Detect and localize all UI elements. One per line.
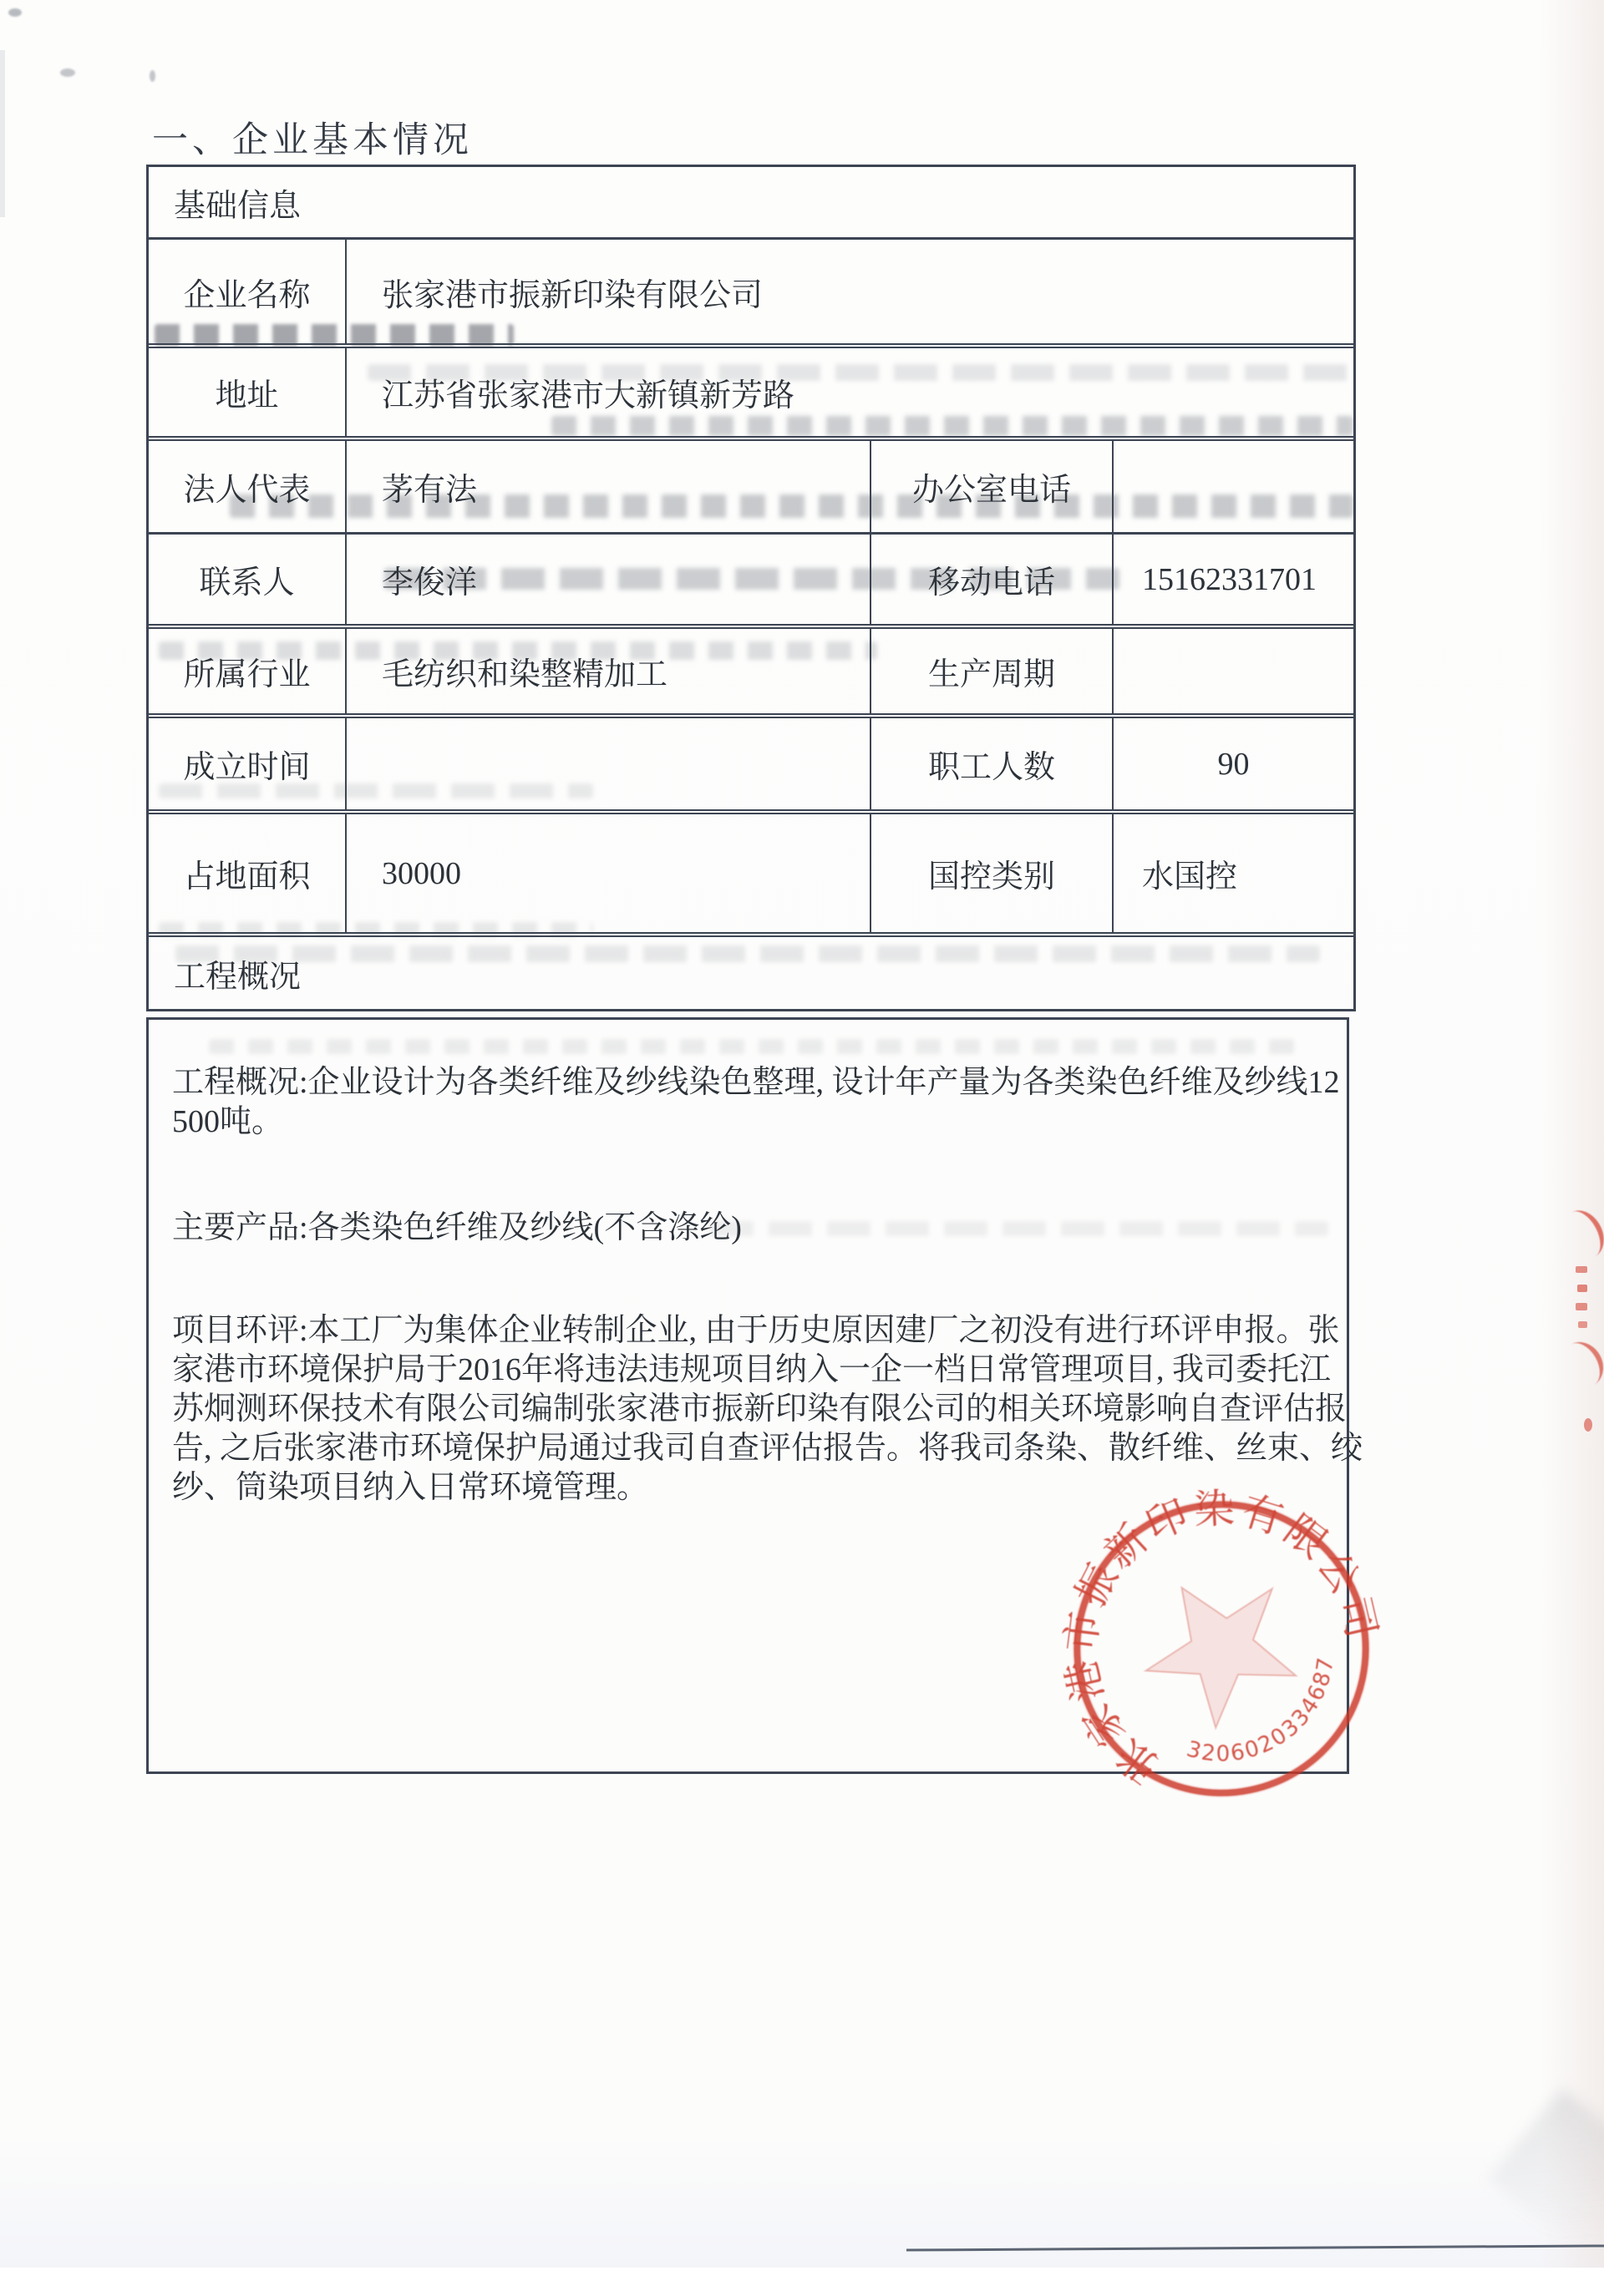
scan-bottom-edge-line (906, 2244, 1604, 2251)
table-row-site-area (149, 814, 1353, 937)
field-value: 15162331701 (1142, 561, 1317, 597)
table-row-industry (149, 629, 1353, 718)
paragraph-project-eia (172, 1311, 1363, 1508)
scan-corner-shadow (1488, 2089, 1604, 2296)
paragraph-line: 工程概况:企业设计为各类纤维及纱线染色整理, 设计年产量为各类染色纤维及纱线12 (172, 1065, 1340, 1100)
field-value: 张家港市振新印染有限公司 (382, 277, 764, 313)
edge-stamp-fragment (1577, 1285, 1587, 1292)
scan-speck (8, 8, 22, 17)
edge-stamp-fragment (1555, 1204, 1604, 1266)
field-value: 水国控 (1142, 859, 1238, 895)
field-label: 企业名称 (149, 240, 347, 343)
scan-edge-shadow (0, 50, 5, 217)
field-value (347, 718, 871, 809)
field-label: 所属行业 (149, 629, 347, 713)
edge-stamp-fragment (1584, 1418, 1592, 1432)
scan-speck (60, 68, 75, 77)
paragraph-line: 项目环评:本工厂为集体企业转制企业, 由于历史原因建厂之初没有进行环评申报。张 (172, 1313, 1340, 1348)
table-row-founding-date (149, 718, 1353, 814)
edge-stamp-fragment (1576, 1266, 1587, 1273)
field-value (1114, 629, 1353, 713)
table-row-address (149, 348, 1353, 441)
field-label: 地址 (149, 348, 347, 436)
seal-number: 3206020334687 (1183, 1655, 1339, 1767)
edge-stamp-fragment (1553, 1335, 1604, 1395)
table-row-section-header (149, 167, 1353, 240)
table-row-contact-person (149, 535, 1353, 629)
paragraph-line: 告, 之后张家港市环境保护局通过我司自查评估报告。将我司条染、散纤维、丝束、绞 (172, 1431, 1363, 1466)
basic-info-table (146, 165, 1356, 1011)
paragraph-line: 500吨。 (172, 1104, 284, 1139)
section-header-project-overview: 工程概况 (174, 959, 302, 995)
page-title: 一、企业基本情况 (152, 121, 473, 160)
paragraph-line: 主要产品:各类染色纤维及纱线(不含涤纶) (172, 1210, 742, 1245)
seal-company-name: 张家港市振新印染有限公司 (1058, 1487, 1384, 1791)
field-label: 生产周期 (871, 629, 1114, 713)
table-row-section-header (149, 937, 1353, 1009)
table-row-legal-representative (149, 441, 1353, 535)
paragraph-line: 家港市环境保护局于2016年将违法违规项目纳入一企一档日常管理项目, 我司委托江 (172, 1352, 1332, 1387)
scan-speck (150, 70, 155, 82)
field-value (1114, 441, 1353, 532)
field-label: 职工人数 (871, 718, 1114, 809)
field-label: 联系人 (149, 535, 347, 624)
table-row-enterprise-name (149, 240, 1353, 348)
field-value: 茅有法 (347, 441, 871, 532)
paragraph-main-products (172, 1209, 1333, 1248)
field-label: 成立时间 (149, 718, 347, 809)
field-label: 法人代表 (149, 441, 347, 532)
section-header-basic-info: 基础信息 (174, 188, 302, 224)
edge-stamp-fragment (1576, 1303, 1587, 1310)
paragraph-project-overview (172, 1063, 1340, 1142)
field-value: 李俊洋 (347, 535, 871, 624)
edge-stamp-fragment (1578, 1321, 1587, 1328)
field-value: 毛纺织和染整精加工 (347, 629, 871, 713)
field-label: 移动电话 (871, 535, 1114, 624)
field-label: 办公室电话 (871, 441, 1114, 532)
field-value: 江苏省张家港市大新镇新芳路 (382, 378, 795, 413)
paragraph-line: 纱、筒染项目纳入日常环境管理。 (172, 1470, 649, 1505)
paragraph-line: 苏炯测环保技术有限公司编制张家港市振新印染有限公司的相关环境影响自查评估报 (172, 1391, 1348, 1427)
field-label: 占地面积 (149, 814, 347, 932)
field-label: 国控类别 (871, 814, 1114, 932)
field-value: 90 (1217, 746, 1250, 782)
field-value: 30000 (347, 814, 871, 932)
